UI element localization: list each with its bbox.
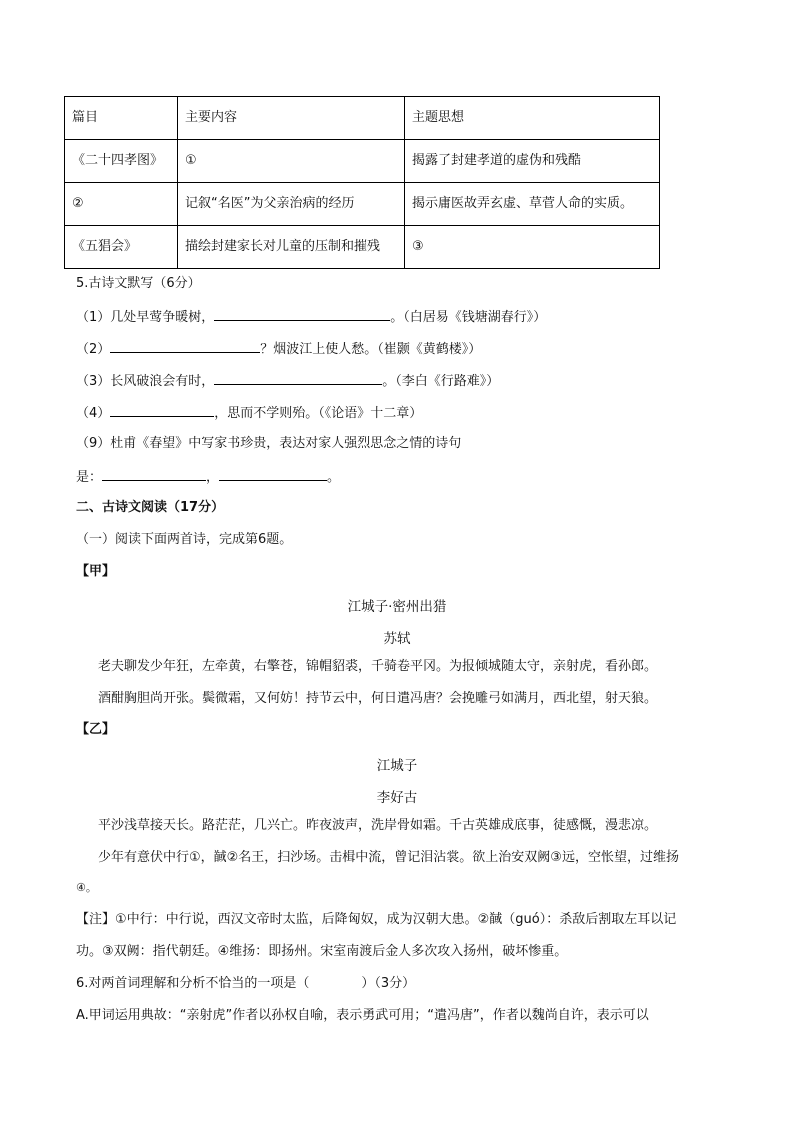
table-header-row <box>65 97 660 140</box>
section-2-subtitle: （一）阅读下面两首诗，完成第6题。 <box>76 532 293 547</box>
poem-2-title: 江城子 <box>376 758 418 774</box>
table-cell: 《五猖会》 <box>65 226 178 269</box>
table-header-cell: 篇目 <box>65 97 178 140</box>
poem-1-author: 苏轼 <box>383 631 411 647</box>
table-row <box>65 140 660 183</box>
q5-line-6-text-a: 是： <box>76 470 103 485</box>
table-cell: 揭示庸医故弄玄虚、草菅人命的实质。 <box>405 183 660 226</box>
q5-line-6-text-c: 。 <box>327 470 341 485</box>
q5-line-2-text-b: ？烟波江上使人愁。（崔颢《黄鹤楼》） <box>260 342 482 357</box>
q5-line-4-text-b: ，思而不学则殆。（《论语》十二章） <box>214 406 423 421</box>
q5-line-4 <box>76 404 422 422</box>
label-jia: 【甲】 <box>76 564 116 579</box>
note-line-2: 功。③双阙：指代朝廷。④维扬：即扬州。宋室南渡后金人多次攻入扬州，破坏惨重。 <box>76 944 568 959</box>
answer-blank[interactable] <box>110 404 214 417</box>
table-cell: 描绘封建家长对儿童的压制和摧残 <box>178 226 405 269</box>
table-row <box>65 226 660 269</box>
q6-option-a: A.甲词运用典故：“亲射虎”作者以孙权自喻，表示勇武可用；“遣冯唐”，作者以魏尚自许，表示可以 <box>76 1008 649 1023</box>
answer-blank[interactable] <box>102 468 206 481</box>
poem-1-line-1: 老夫聊发少年狂，左牵黄，右擎苍，锦帽貂裘，千骑卷平冈。为报倾城随太守，亲射虎，看孙郎。 <box>98 659 658 674</box>
table-header-cell: 主要内容 <box>178 97 405 140</box>
poem-2-line-1: 平沙浅草接天长。路茫茫，几兴亡。昨夜波声，洗岸骨如霜。千古英雄成底事，徒感慨，漫悲凉。 <box>98 818 658 833</box>
note-line-1: 【注】①中行：中行说，西汉文帝时太监，后降匈奴，成为汉朝大患。②馘（guó）：杀敌后割取左耳以记 <box>76 912 677 927</box>
q5-line-4-text-a: （4） <box>76 406 111 421</box>
poem-1-title: 江城子·密州出猎 <box>347 599 447 615</box>
lu-xun-essays-table <box>64 96 660 269</box>
answer-blank[interactable] <box>214 308 390 321</box>
table-cell: 记叙“名医”为父亲治病的经历 <box>178 183 405 226</box>
answer-blank[interactable] <box>110 340 260 353</box>
q5-line-2 <box>76 340 481 358</box>
q5-line-6 <box>76 468 340 486</box>
q5-line-1-text-b: 。（白居易《钱塘湖春行》） <box>390 310 547 325</box>
table-header-cell: 主题思想 <box>405 97 660 140</box>
table-cell: 《二十四孝图》 <box>65 140 178 183</box>
answer-blank[interactable] <box>214 372 382 385</box>
q6-title: 6.对两首词理解和分析不恰当的一项是（ ）（3分） <box>76 976 416 991</box>
poem-2-line-3: ④。 <box>76 881 97 894</box>
section-2-title: 二、古诗文阅读（17分） <box>76 500 225 515</box>
table-cell: 揭露了封建孝道的虚伪和残酷 <box>405 140 660 183</box>
q5-line-1-text-a: （1）几处早莺争暖树， <box>76 310 215 325</box>
q5-line-2-text-a: （2） <box>76 342 111 357</box>
poem-2-author: 李好古 <box>376 790 418 806</box>
q5-line-1 <box>76 308 546 326</box>
label-yi: 【乙】 <box>76 722 116 737</box>
q5-line-6-text-b: ， <box>206 470 220 485</box>
q5-line-3-text-a: （3）长风破浪会有时， <box>76 374 215 389</box>
q5-title: 5.古诗文默写（6分） <box>76 276 201 291</box>
poem-1-line-2: 酒酣胸胆尚开张。鬓微霜，又何妨！持节云中，何日遣冯唐？会挽雕弓如满月，西北望，射天狼。 <box>98 691 658 706</box>
q5-line-3 <box>76 372 499 390</box>
poem-2-line-2: 少年有意伏中行①，馘②名王，扫沙场。击楫中流，曾记泪沾裳。欲上治安双阙③远，空怅望，过维扬 <box>98 850 679 865</box>
table-row <box>65 183 660 226</box>
table-cell: ③ <box>405 226 660 269</box>
table-cell: ① <box>178 140 405 183</box>
q5-line-3-text-b: 。（李白《行路难》） <box>382 374 500 389</box>
q5-line-5: （9）杜甫《春望》中写家书珍贵，表达对家人强烈思念之情的诗句 <box>76 436 462 451</box>
answer-blank[interactable] <box>219 468 327 481</box>
table-cell: ② <box>65 183 178 226</box>
